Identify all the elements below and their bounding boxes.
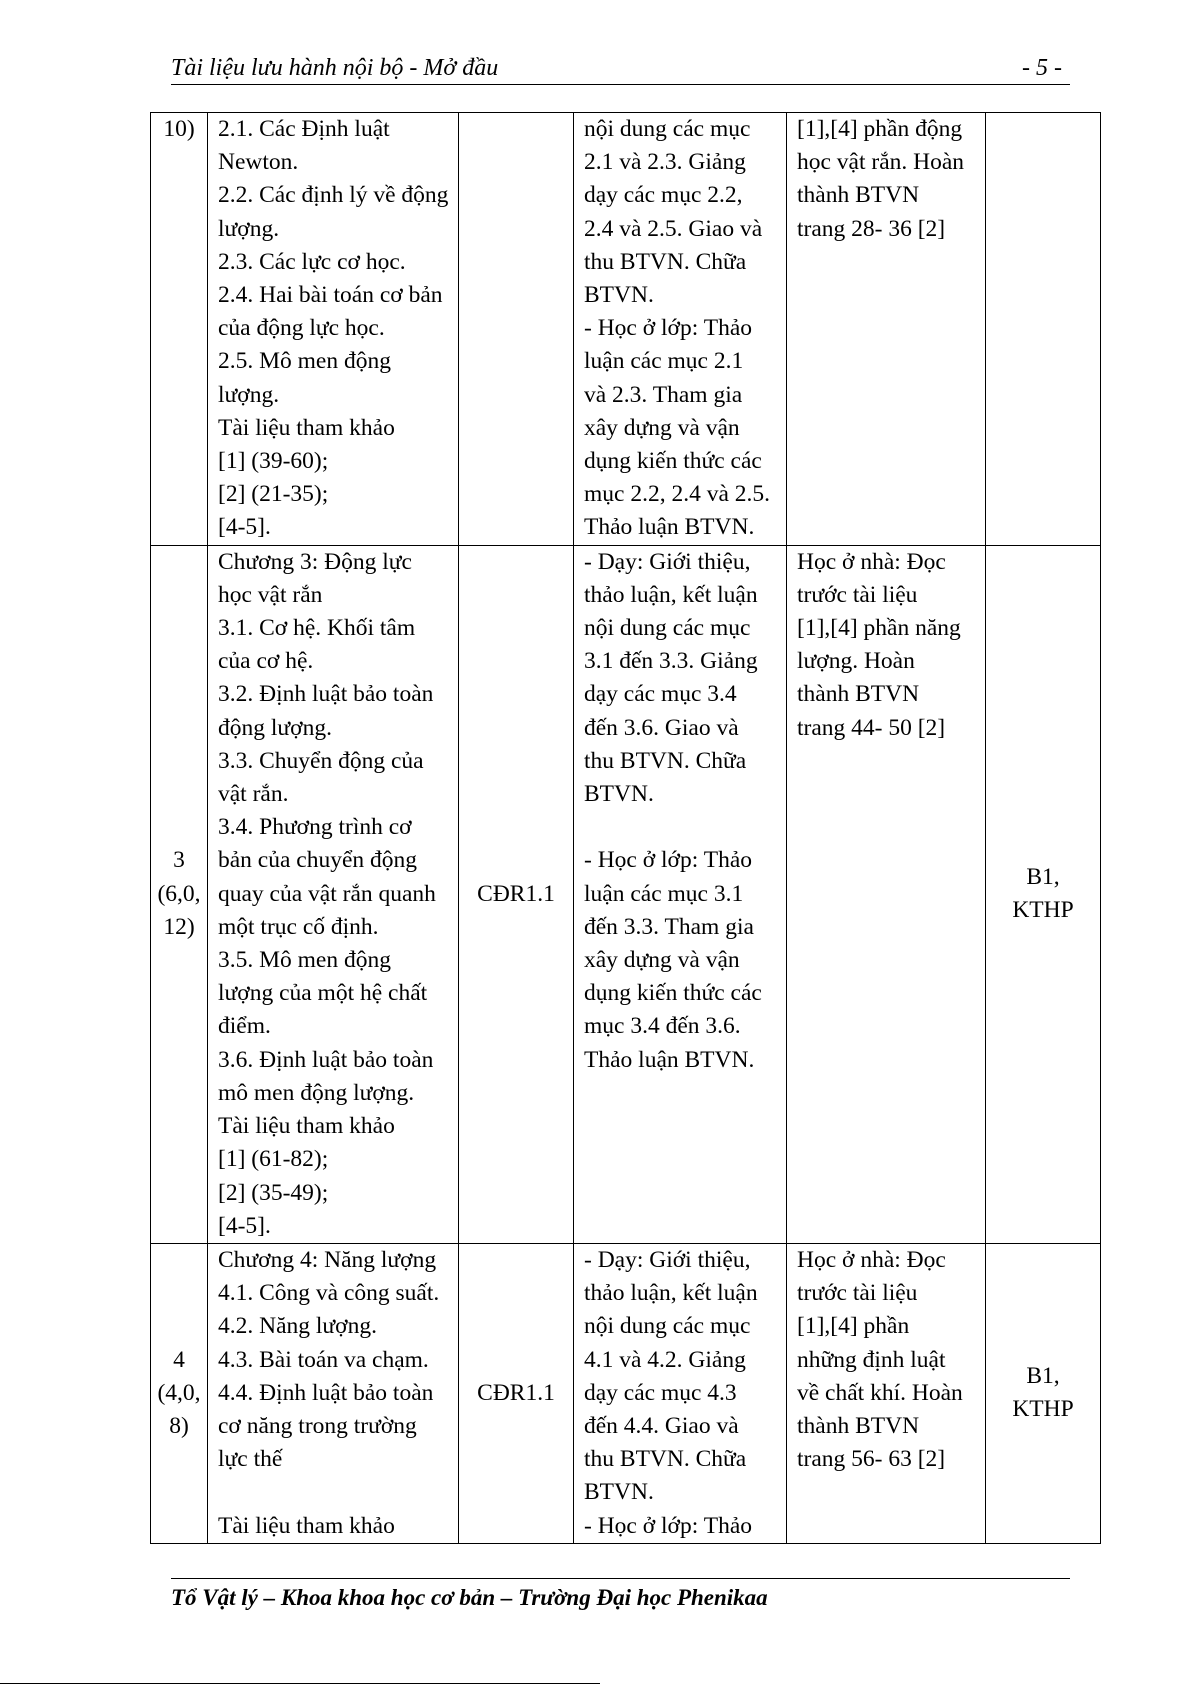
homework-line: Học ở nhà: Đọc	[797, 1246, 946, 1273]
teaching-method-line: dạy các mục 4.3	[584, 1379, 737, 1406]
table-row	[151, 1243, 1101, 1543]
week-line: (6,0,	[157, 880, 201, 907]
homework-cell	[787, 113, 986, 546]
content-line: 3.6. Định luật bảo toàn	[218, 1046, 434, 1073]
page-footer	[171, 1578, 1070, 1611]
teaching-method-line: và 2.3. Tham gia	[584, 381, 743, 408]
teaching-method-line	[584, 811, 780, 844]
outcome-code-line: CĐR1.1	[477, 880, 555, 907]
teaching-method-line: xây dựng và vận	[584, 947, 740, 974]
content-line: Tài liệu tham khảo	[218, 414, 395, 441]
teaching-method-line: dạy các mục 3.4	[584, 681, 737, 708]
teaching-method-line: BTVN.	[584, 781, 654, 808]
content-line: mô men động lượng.	[218, 1079, 415, 1106]
content-line: [1] (39-60);	[218, 448, 329, 475]
page-number: - 5 -	[1022, 55, 1062, 81]
content-line: 3.1. Cơ hệ. Khối tâm	[218, 615, 416, 642]
content-line: 4.1. Công và công suất.	[218, 1280, 440, 1307]
teaching-method-line: BTVN.	[584, 1479, 654, 1506]
assessment-cell	[986, 545, 1101, 1243]
teaching-method-line: luận các mục 2.1	[584, 348, 744, 375]
homework-line: thành BTVN	[797, 1412, 920, 1439]
content-line: một trục cố định.	[218, 913, 379, 940]
content-line: Newton.	[218, 149, 299, 176]
course-plan-table	[150, 112, 1101, 1544]
assessment-line: B1,	[1026, 1363, 1060, 1390]
content-line: [4-5].	[218, 514, 271, 541]
content-line: điểm.	[218, 1013, 271, 1040]
teaching-method-line: mục 3.4 đến 3.6.	[584, 1013, 741, 1040]
content-line: 3.3. Chuyển động của	[218, 747, 424, 774]
homework-line: trước tài liệu	[797, 1280, 918, 1307]
content-line: 4.2. Năng lượng.	[218, 1313, 377, 1340]
teaching-method-line: - Dạy: Giới thiệu,	[584, 548, 751, 575]
content-line: Chương 3: Động lực	[218, 548, 412, 575]
week-cell	[151, 545, 208, 1243]
teaching-method-line: - Dạy: Giới thiệu,	[584, 1246, 751, 1273]
content-line: 2.4. Hai bài toán cơ bản	[218, 282, 443, 309]
teaching-method-line: đến 4.4. Giao và	[584, 1412, 739, 1439]
homework-line: trang 44- 50 [2]	[797, 714, 946, 741]
week-line: 8)	[169, 1412, 189, 1439]
teaching-method-line: nội dung các mục	[584, 615, 751, 642]
outcome-code-line: CĐR1.1	[477, 1379, 555, 1406]
content-cell	[208, 113, 459, 546]
teaching-method-line: luận các mục 3.1	[584, 880, 744, 907]
week-cell	[151, 1243, 208, 1543]
homework-line: thành BTVN	[797, 681, 920, 708]
teaching-method-line: - Học ở lớp: Thảo	[584, 847, 752, 874]
content-line: của động lực học.	[218, 315, 385, 342]
homework-line: lượng. Hoàn	[797, 648, 915, 675]
teaching-method-line: đến 3.6. Giao và	[584, 714, 739, 741]
content-line: 3.5. Mô men động	[218, 947, 391, 974]
teaching-method-line: 2.1 và 2.3. Giảng	[584, 149, 746, 176]
homework-line: thành BTVN	[797, 182, 920, 209]
content-line: Chương 4: Năng lượng	[218, 1246, 437, 1273]
teaching-method-line: - Học ở lớp: Thảo	[584, 315, 752, 342]
homework-cell	[787, 545, 986, 1243]
homework-cell	[787, 1243, 986, 1543]
teaching-method-line: Thảo luận BTVN.	[584, 514, 755, 541]
content-line: [2] (21-35);	[218, 481, 329, 508]
content-line: bản của chuyển động	[218, 847, 418, 874]
teaching-method-line: 2.4 và 2.5. Giao và	[584, 215, 763, 242]
content-line: 2.5. Mô men động	[218, 348, 391, 375]
week-line: 4	[173, 1346, 185, 1373]
content-line: cơ năng trong trường	[218, 1412, 417, 1439]
outcome-code-cell	[459, 113, 574, 546]
homework-line: Học ở nhà: Đọc	[797, 548, 946, 575]
content-line: 2.3. Các lực cơ học.	[218, 248, 406, 275]
outcome-code-cell	[459, 1243, 574, 1543]
content-line: 3.4. Phương trình cơ	[218, 814, 412, 841]
content-line: 3.2. Định luật bảo toàn	[218, 681, 434, 708]
table-row	[151, 113, 1101, 546]
content-line: [4-5].	[218, 1212, 271, 1239]
content-line: lượng.	[218, 215, 280, 242]
teaching-method-line: đến 3.3. Tham gia	[584, 913, 754, 940]
content-line: 2.1. Các Định luật	[218, 116, 390, 142]
content-line: [2] (35-49);	[218, 1179, 329, 1206]
teaching-method-line: Thảo luận BTVN.	[584, 1046, 755, 1073]
teaching-method-line: dụng kiến thức các	[584, 980, 762, 1007]
table-row	[151, 545, 1101, 1243]
teaching-method-line: 4.1 và 4.2. Giảng	[584, 1346, 746, 1373]
teaching-method-line: - Học ở lớp: Thảo	[584, 1512, 752, 1539]
assessment-cell	[986, 1243, 1101, 1543]
teaching-method-line: thảo luận, kết luận	[584, 581, 758, 608]
homework-line: [1],[4] phần động	[797, 116, 963, 142]
assessment-line: KTHP	[1012, 897, 1074, 924]
teaching-method-cell	[574, 113, 787, 546]
teaching-method-line: thu BTVN. Chữa	[584, 248, 747, 275]
homework-line: trang 56- 63 [2]	[797, 1446, 946, 1473]
assessment-line: KTHP	[1012, 1396, 1074, 1423]
content-line: Tài liệu tham khảo	[218, 1512, 395, 1539]
page-header	[171, 55, 1070, 85]
teaching-method-line: mục 2.2, 2.4 và 2.5.	[584, 481, 771, 508]
teaching-method-line: nội dung các mục	[584, 1313, 751, 1340]
teaching-method-line: thu BTVN. Chữa	[584, 1446, 747, 1473]
teaching-method-line: dạy các mục 2.2,	[584, 182, 743, 209]
teaching-method-line: xây dựng và vận	[584, 414, 740, 441]
teaching-method-line: nội dung các mục	[584, 116, 751, 142]
homework-line: học vật rắn. Hoàn	[797, 149, 965, 176]
content-line: 2.2. Các định lý về động	[218, 182, 449, 209]
teaching-method-cell	[574, 545, 787, 1243]
content-cell	[208, 545, 459, 1243]
content-line: quay của vật rắn quanh	[218, 880, 436, 907]
teaching-method-line: 3.1 đến 3.3. Giảng	[584, 648, 758, 675]
bottom-rule	[0, 1683, 600, 1684]
assessment-line: B1,	[1026, 864, 1060, 891]
footer-text: Tổ Vật lý – Khoa khoa học cơ bản – Trường Đại học Phenikaa	[171, 1585, 768, 1610]
teaching-method-cell	[574, 1243, 787, 1543]
assessment-cell	[986, 113, 1101, 546]
content-line: Tài liệu tham khảo	[218, 1113, 395, 1140]
homework-line: trang 28- 36 [2]	[797, 215, 946, 242]
content-line: 4.4. Định luật bảo toàn	[218, 1379, 434, 1406]
content-line	[218, 1476, 452, 1509]
week-cell	[151, 113, 208, 546]
content-line: lượng.	[218, 381, 280, 408]
content-line: học vật rắn	[218, 581, 323, 608]
homework-line: trước tài liệu	[797, 581, 918, 608]
content-line: của cơ hệ.	[218, 648, 314, 675]
week-line: 12)	[163, 913, 195, 940]
content-line: động lượng.	[218, 714, 332, 741]
outcome-code-cell	[459, 545, 574, 1243]
teaching-method-line: thảo luận, kết luận	[584, 1280, 758, 1307]
header-title: Tài liệu lưu hành nội bộ - Mở đầu	[171, 55, 499, 81]
content-line: lượng của một hệ chất	[218, 980, 428, 1007]
content-line: 4.3. Bài toán va chạm.	[218, 1346, 429, 1373]
content-line: [1] (61-82);	[218, 1146, 329, 1173]
week-line: (4,0,	[157, 1379, 201, 1406]
teaching-method-line: thu BTVN. Chữa	[584, 747, 747, 774]
homework-line: [1],[4] phần năng	[797, 615, 961, 642]
content-line: vật rắn.	[218, 781, 289, 808]
homework-line: những định luật	[797, 1346, 946, 1373]
week-line: 3	[173, 847, 185, 874]
content-line: lực thế	[218, 1446, 283, 1473]
teaching-method-line: dụng kiến thức các	[584, 448, 762, 475]
content-cell	[208, 1243, 459, 1543]
homework-line: [1],[4] phần	[797, 1313, 910, 1340]
homework-line: về chất khí. Hoàn	[797, 1379, 963, 1406]
teaching-method-line: BTVN.	[584, 282, 654, 309]
week-line: 10)	[163, 116, 195, 142]
